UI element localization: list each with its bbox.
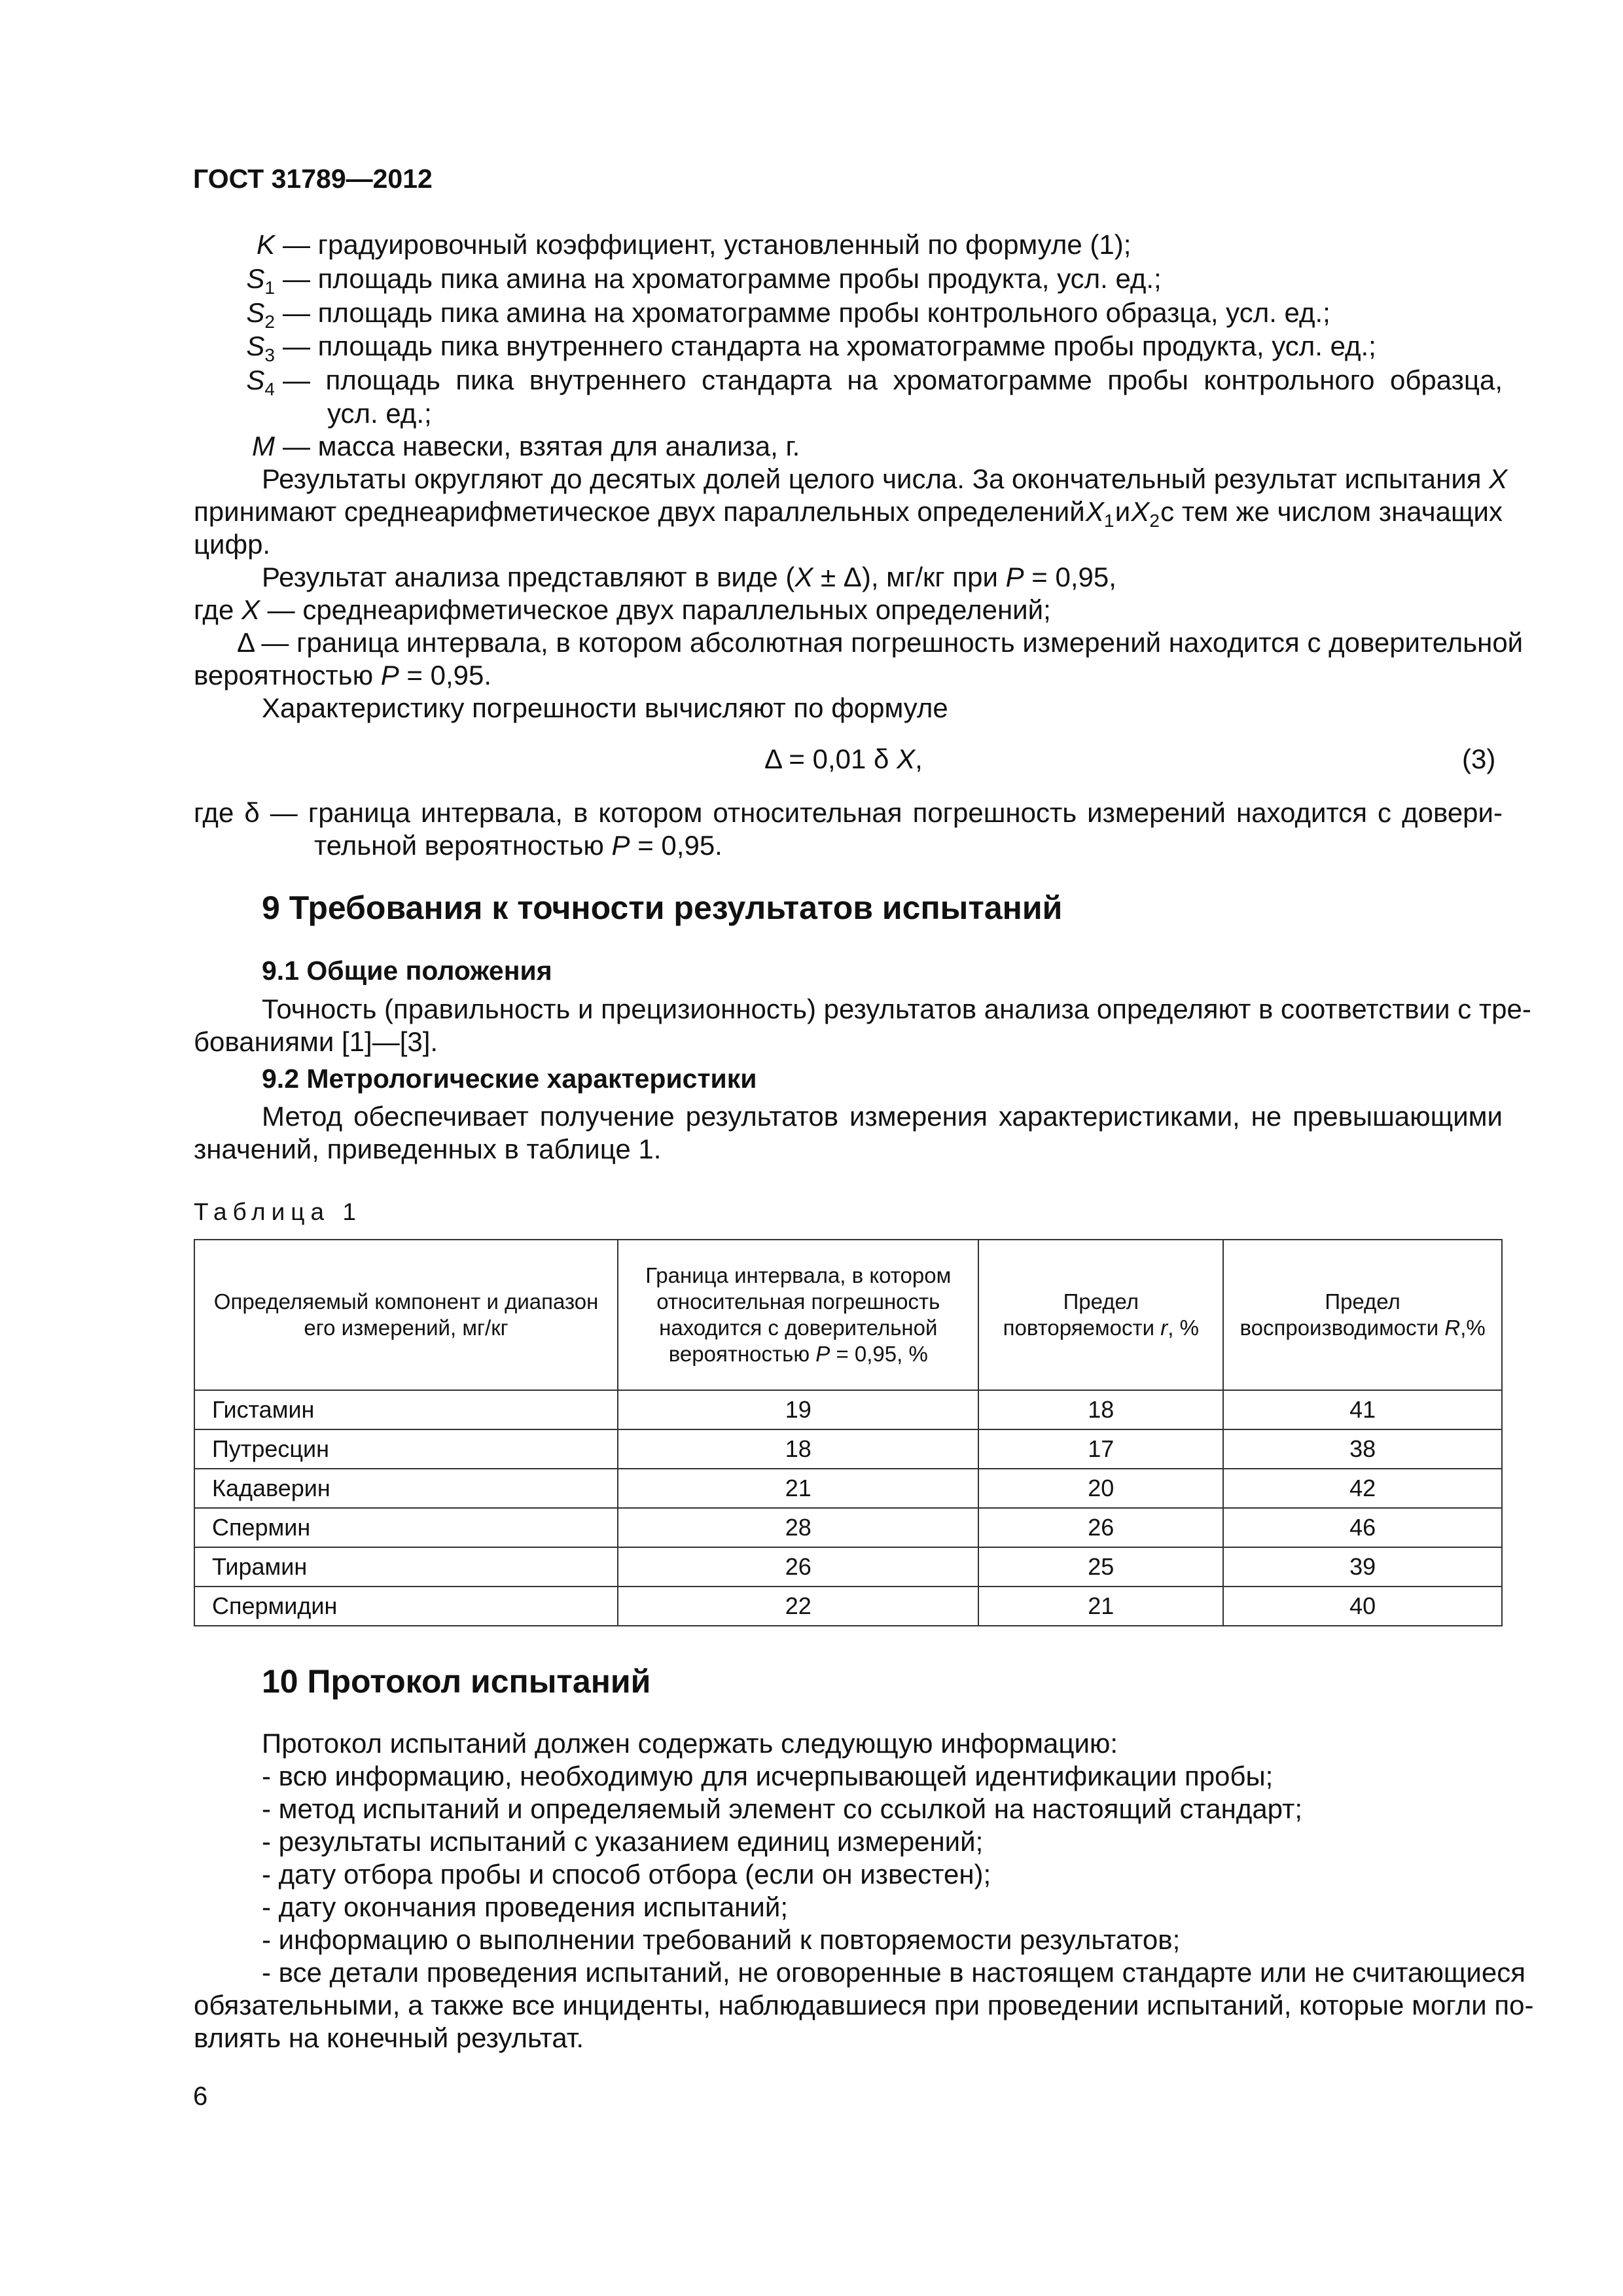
page-number: 6 (193, 2082, 208, 2111)
delta-small-line-1: где δ — граница интервала, в котором относительная погрешность измерений находится с довери- (194, 797, 1503, 828)
table-row (194, 1547, 1502, 1587)
delta-definition-line-1: Δ — граница интервала, в котором абсолютная погрешность измерений находится с доверительной (237, 627, 1524, 658)
protocol-item: - всю информацию, необходимую для исчерпывающей идентификации пробы; (262, 1761, 1274, 1791)
delta-definition-line-2: вероятностью P = 0,95. (194, 660, 492, 691)
col-header-reproducibility: Предел воспроизводимости R,% (1223, 1240, 1502, 1390)
cell-interval: 28 (618, 1508, 978, 1547)
rounding-line-1: Результаты округляют до десятых долей целого числа. За окончательный результат испытания (262, 463, 1482, 494)
section-9-2-line-2: значений, приведенных в таблице 1. (194, 1134, 662, 1164)
formula-3: Δ = 0,01 δ X, (764, 744, 923, 774)
where-x-line: где X — среднеарифметическое двух параллельных определений; (194, 594, 1051, 625)
metrology-table (194, 1239, 1503, 1626)
cell-interval: 21 (618, 1469, 978, 1508)
section-9-1-line-2: бованиями [1]—[3]. (194, 1026, 438, 1057)
definition-symbol: $S_1$ (246, 263, 275, 298)
cell-component: Путресцин (194, 1429, 618, 1469)
section-9-2-heading: 9.2 Метрологические характеристики (262, 1064, 757, 1094)
rounding-line-2: принимают среднеарифметическое двух параллельных определений (194, 496, 1085, 527)
definition-text: — площадь пика внутреннего стандарта на хроматограмме пробы продукта, усл. ед.; (283, 331, 1376, 361)
section-9-2-line-1: Метод обеспечивает получение результатов измерения характеристиками, не превышающими (262, 1101, 1503, 1132)
result-form-line: Результат анализа представляют в виде (X ± Δ), мг/кг при P = 0,95, (262, 562, 1116, 592)
col-header-interval: Граница интервала, в котором относительная погрешность находится с доверительной вероятностью P = 0,95, % (618, 1240, 978, 1390)
protocol-last-item-line-1: - все детали проведения испытаний, не оговоренные в настоящем стандарте или не считающиеся (262, 1957, 1525, 1988)
protocol-item: - метод испытаний и определяемый элемент со ссылкой на настоящий стандарт; (262, 1793, 1303, 1824)
protocol-item: - дату окончания проведения испытаний; (262, 1892, 789, 1922)
table-row (194, 1390, 1502, 1429)
formula-number: (3) (1462, 744, 1496, 774)
definition-symbol: M (252, 431, 275, 461)
cell-reproducibility: 42 (1223, 1469, 1502, 1508)
table-caption: Таблица 1 (194, 1198, 362, 1225)
definition-symbol: $S_4$ (246, 365, 275, 399)
table-row (194, 1587, 1502, 1626)
cell-repeatability: 17 (978, 1429, 1223, 1469)
definition-text-continuation: усл. ед.; (327, 398, 432, 429)
standard-id: ГОСТ 31789—2012 (193, 164, 433, 194)
cell-reproducibility: 40 (1223, 1587, 1502, 1626)
protocol-item: - результаты испытаний с указанием единиц измерений; (262, 1826, 984, 1857)
protocol-item: - дату отбора пробы и способ отбора (если он известен); (262, 1859, 991, 1890)
definition-text: — градуировочный коэффициент, установленный по формуле (1); (283, 229, 1132, 260)
cell-repeatability: 26 (978, 1508, 1223, 1547)
cell-reproducibility: 39 (1223, 1547, 1502, 1587)
definition-symbol: $S_2$ (246, 297, 275, 332)
table-row (194, 1508, 1502, 1547)
protocol-item: - информацию о выполнении требований к повторяемости результатов; (262, 1924, 1181, 1955)
cell-repeatability: 18 (978, 1390, 1223, 1429)
table-row (194, 1469, 1502, 1508)
cell-reproducibility: 46 (1223, 1508, 1502, 1547)
cell-interval: 18 (618, 1429, 978, 1469)
cell-repeatability: 21 (978, 1587, 1223, 1626)
protocol-last-item-line-2: обязательными, а также все инциденты, наблюдавшиеся при проведении испытаний, которые могли по- (194, 1990, 1534, 2020)
definition-symbol: $S_3$ (246, 331, 275, 365)
cell-interval: 19 (618, 1390, 978, 1429)
characteristic-line: Характеристику погрешности вычисляют по формуле (262, 692, 948, 723)
cell-reproducibility: 38 (1223, 1429, 1502, 1469)
cell-component: Тирамин (194, 1547, 618, 1587)
protocol-last-item-line-3: влиять на конечный результат. (194, 2022, 584, 2053)
definition-text: — площадь пика внутреннего стандарта на хроматограмме пробы контрольного образца, (283, 365, 1503, 395)
document-page: ГОСТ 31789—2012 K — градуировочный коэффициент, установленный по формуле (1); $S_1$ — площадь пика амина на хроматограмме пробы продукта, усл. ед.; $S_2$ — площадь пика амина на хроматограмме пробы контрольного образца, усл. ед.; $S_3$ — площадь пика внутреннего стандарта на хроматограмме пробы продукта, усл. ед.; $S_4$ — площадь пика внутреннего стандарта на хроматограмме пробы контрольного образца, усл. ед.; M — масса навески, взятая для анализа, г. Результаты округляют до десятых долей целого числа. За окончательный результат испытания X принимают среднеарифметическое двух параллельных определений $X_1$ и $X_2$ с тем же числом значащих цифр. Результат анализа представляют в виде (X ± Δ), мг/кг при P = 0,95, где X — среднеарифметическое двух параллельных определений; Δ — граница интервала, в котором абсолютная погрешность измерений находится с доверительной вероятностью P = 0,95. Характеристику погрешности вычисляют по формуле Δ = 0,01 δ X, (3) где δ — граница интервала, в котором относительная погрешность измерений находится с довери- тельной вероятностью P = 0,95. 9 Требования к точности результатов испытаний 9.1 Общие положения Точность (правильность и прецизионность) результатов анализа определяют в соответствии с тре- бованиями [1]—[3]. 9.2 Метрологические характеристики Метод обеспечивает получение результатов измерения характеристиками, не превышающими значений, приведенных в таблице 1. Таблица 1 Определяемый компонент и диапазон его измерений, мг/кг Граница интервала, в котором относительная погрешность находится с доверительной вероятностью P = 0,95, % Предел повторяемости r, % Предел воспроизводимости R,% Гистамин 19 18 41 Путресцин 18 17 38 Кадаверин 21 20 42 Спермин 28 26 46 Тирамин 26 25 39 Спермидин 22 21 40 10 Протокол испытаний Протокол испытаний должен содержать следующую информацию: - всю информацию, необходимую для исчерпывающей идентификации пробы; - метод испытаний и определяемый элемент со ссылкой на настоящий стандарт; - результаты испытаний с указанием единиц измерений; - дату отбора пробы и способ отбора (если он известен); - дату окончания проведения испытаний; - информацию о выполнении требований к повторяемости результатов; - все детали проведения испытаний, не оговоренные в настоящем стандарте или не считающиеся обязательными, а также все инциденты, наблюдавшиеся при проведении испытаний, которые могли по- влиять на конечный результат. 6 (0, 0, 1623, 2296)
cell-component: Гистамин (194, 1390, 618, 1429)
cell-component: Спермин (194, 1508, 618, 1547)
cell-repeatability: 20 (978, 1469, 1223, 1508)
cell-interval: 26 (618, 1547, 978, 1587)
cell-interval: 22 (618, 1587, 978, 1626)
definition-text: — масса навески, взятая для анализа, г. (283, 431, 800, 461)
definition-text: — площадь пика амина на хроматограмме пробы продукта, усл. ед.; (283, 263, 1162, 294)
col-header-component: Определяемый компонент и диапазон его измерений, мг/кг (194, 1240, 618, 1390)
section-9-heading: 9 Требования к точности результатов испытаний (262, 889, 1063, 926)
delta-small-line-2: тельной вероятностью P = 0,95. (314, 830, 722, 861)
section-9-1-line-1: Точность (правильность и прецизионность) результатов анализа определяют в соответствии с тре- (262, 994, 1531, 1024)
rounding-line-3: цифр. (194, 529, 271, 560)
section-10-heading: 10 Протокол испытаний (262, 1663, 651, 1700)
definition-symbol: K (256, 229, 275, 260)
table-header-row (194, 1240, 1502, 1390)
table-row (194, 1429, 1502, 1469)
cell-component: Спермидин (194, 1587, 618, 1626)
cell-reproducibility: 41 (1223, 1390, 1502, 1429)
cell-component: Кадаверин (194, 1469, 618, 1508)
cell-repeatability: 25 (978, 1547, 1223, 1587)
protocol-intro: Протокол испытаний должен содержать следующую информацию: (262, 1728, 1118, 1759)
definition-text: — площадь пика амина на хроматограмме пробы контрольного образца, усл. ед.; (283, 297, 1330, 328)
section-9-1-heading: 9.1 Общие положения (262, 956, 552, 986)
col-header-repeatability: Предел повторяемости r, % (978, 1240, 1223, 1390)
